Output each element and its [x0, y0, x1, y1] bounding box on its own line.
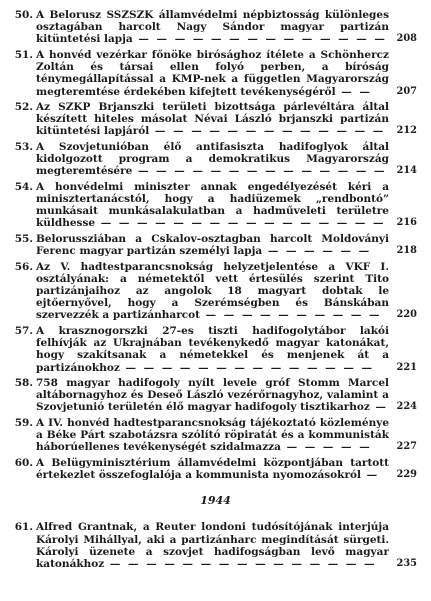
entry-title [36, 417, 389, 454]
entry-title [36, 9, 389, 46]
entry-title [36, 181, 389, 230]
entry-number: 52. [14, 101, 33, 114]
toc-entry [14, 49, 417, 98]
dot-leader: — — — — — — — — — — — — — — — [104, 558, 377, 571]
entry-page-number: 224 [396, 401, 417, 413]
entry-title-text: Az V. hadtestparancsnokság helyzetjelentése a VKF I. osztályának: a németektől vett értesülés szerint Tito partizánjaihoz az angolok 18 magyart dobtak le ejtőernyővel, hogy a Szerémségben és Bánskában szervezzék a partizánharcot [36, 260, 389, 322]
entry-page-number: 214 [396, 165, 417, 177]
entry-page-number: 220 [396, 309, 417, 321]
entry-body [36, 417, 417, 454]
entry-title-text: A Belorusz SSZSZK államvédelmi népbiztosság különleges osztagában harcolt Nagy Sándor magyar partizán kitüntetési lapja [36, 9, 389, 46]
dot-leader: — — [335, 85, 372, 98]
entry-title [36, 521, 389, 570]
entry-title-text: A Belügyminisztérium államvédelmi központjában tartott értekezlet összefoglalója a kommunista nyomozásokról [36, 456, 389, 482]
dot-leader: — — — — — — — — — — [200, 309, 382, 322]
entry-number: 55. [14, 232, 33, 245]
entry-number: 56. [14, 260, 33, 273]
entry-title [36, 233, 389, 257]
toc-entry [14, 457, 417, 481]
dot-leader: — — — — — — [262, 245, 372, 258]
entry-number: 50. [14, 9, 33, 21]
entry-body [36, 233, 417, 257]
table-of-contents [14, 9, 417, 574]
entry-body [36, 457, 417, 481]
entry-body [36, 377, 417, 414]
entry-title-text: A IV. honvéd hadtestparancsnokság tájékoztató közleménye a Béke Párt szabotázsra szólító röpiratát és a kommunisták háborúellenes tevékenységét szidalmazza [36, 416, 389, 454]
entry-page-number: 208 [396, 33, 417, 45]
entry-number: 53. [14, 140, 33, 153]
entry-title-text: A Szovjetunióban élő antifasiszta hadifoglyok által kidolgozott program a demokratikus Magyarország megteremtésére [36, 140, 389, 178]
toc-entry [14, 9, 417, 46]
entry-body [36, 261, 417, 322]
toc-entry [14, 261, 417, 322]
entry-body [36, 9, 417, 46]
entry-page-number: 229 [396, 469, 417, 481]
entry-page-number: 207 [396, 85, 417, 97]
entry-title-text: Alfred Grantnak, a Reuter londoni tudósítójának interjúja Károlyi Mihállyal, aki a partizánharc megindítását sürgeti. Károlyi üzenete a szovjet hadifogságban levő magyar katonákhoz [36, 521, 389, 571]
entry-title [36, 325, 389, 374]
entry-title [36, 101, 389, 138]
dot-leader: — [360, 469, 380, 482]
dot-leader: — — — — — — — — — — — — — [149, 125, 386, 138]
entry-body [36, 181, 417, 230]
entry-page-number: 212 [396, 125, 417, 137]
entry-body [36, 101, 417, 138]
entry-number: 60. [14, 456, 33, 469]
entry-body [36, 49, 417, 98]
entry-number: 58. [14, 377, 33, 390]
entry-title-text: A krasznogorszki 27-es tiszti hadifogolytábor lakói felhívják az Ukrajnában tevékenykedő magyar katonákat, hogy szakítsanak a németekkel és menjenek át a partizánokhoz [36, 324, 389, 374]
entry-page-number: 218 [396, 245, 417, 257]
entry-title-text: 758 magyar hadifogoly nyílt levele gróf Stomm Marcel altábornagyhoz és Deseő László vezérőrnagyhoz, valamint a Szovjetunió területén élő magyar hadifogoly tisztikarhoz [36, 377, 389, 414]
entry-body [36, 141, 417, 178]
dot-leader: — — — — — — — — — — — — — — — — [95, 217, 386, 230]
entry-title [36, 261, 389, 322]
toc-entry [14, 521, 417, 570]
dot-leader: — — — — — — — — — — — — — — [132, 165, 387, 178]
dot-leader: — — — — — — — — — — — — — — [119, 361, 374, 374]
entry-list-1944 [14, 521, 417, 570]
entry-title [36, 141, 389, 178]
entry-number: 61. [14, 521, 33, 534]
year-heading: 1944 [200, 494, 231, 508]
toc-entry [14, 101, 417, 138]
dot-leader: — — — — — [280, 441, 372, 454]
entry-body [36, 325, 417, 374]
toc-entry [14, 233, 417, 257]
entry-list-1943 [14, 9, 417, 481]
entry-title-text: Belorussziában a Cskalov-osztagban harcolt Moldoványi Ferenc magyar partizán személyi lapja [36, 232, 389, 258]
dot-leader: — — — — — — — — — — — — — — [132, 33, 387, 46]
entry-title [36, 377, 389, 414]
toc-entry [14, 141, 417, 178]
toc-entry [14, 417, 417, 454]
entry-number: 54. [14, 180, 33, 193]
dot-leader: — [369, 401, 389, 414]
entry-number: 51. [14, 48, 33, 61]
entry-page-number: 221 [396, 361, 417, 373]
entry-title-text: A honvéd vezérkar főnöke birósághoz ítélete a Schönhercz Zoltán és társai ellen folyó perben, a bíróság ténymegállapítással a KMP-nek a független Magyarország megteremtése érdekében kifejtett tevékenységéről [36, 48, 389, 98]
entry-number: 57. [14, 324, 33, 337]
entry-page-number: 216 [396, 217, 417, 229]
entry-title-text: Az SZKP Brjanszki területi bizottsága párlevéltára által készített hiteles másolat Névai László brjanszki partizán kitüntetési lapjáról [36, 101, 389, 138]
toc-entry [14, 325, 417, 374]
entry-title [36, 49, 389, 98]
entry-title [36, 457, 389, 481]
toc-entry [14, 377, 417, 414]
entry-page-number: 235 [396, 558, 417, 570]
entry-page-number: 227 [396, 441, 417, 453]
entry-title-text: A honvédelmi miniszter annak engedélyezését kéri a minisztertanácstól, hogy a hadiüzemek „rendbontó” munkásait munkásalakulatban a hadműveleti területre küldhesse [36, 180, 389, 230]
entry-body [36, 521, 417, 570]
toc-entry [14, 181, 417, 230]
entry-number: 59. [14, 416, 33, 429]
